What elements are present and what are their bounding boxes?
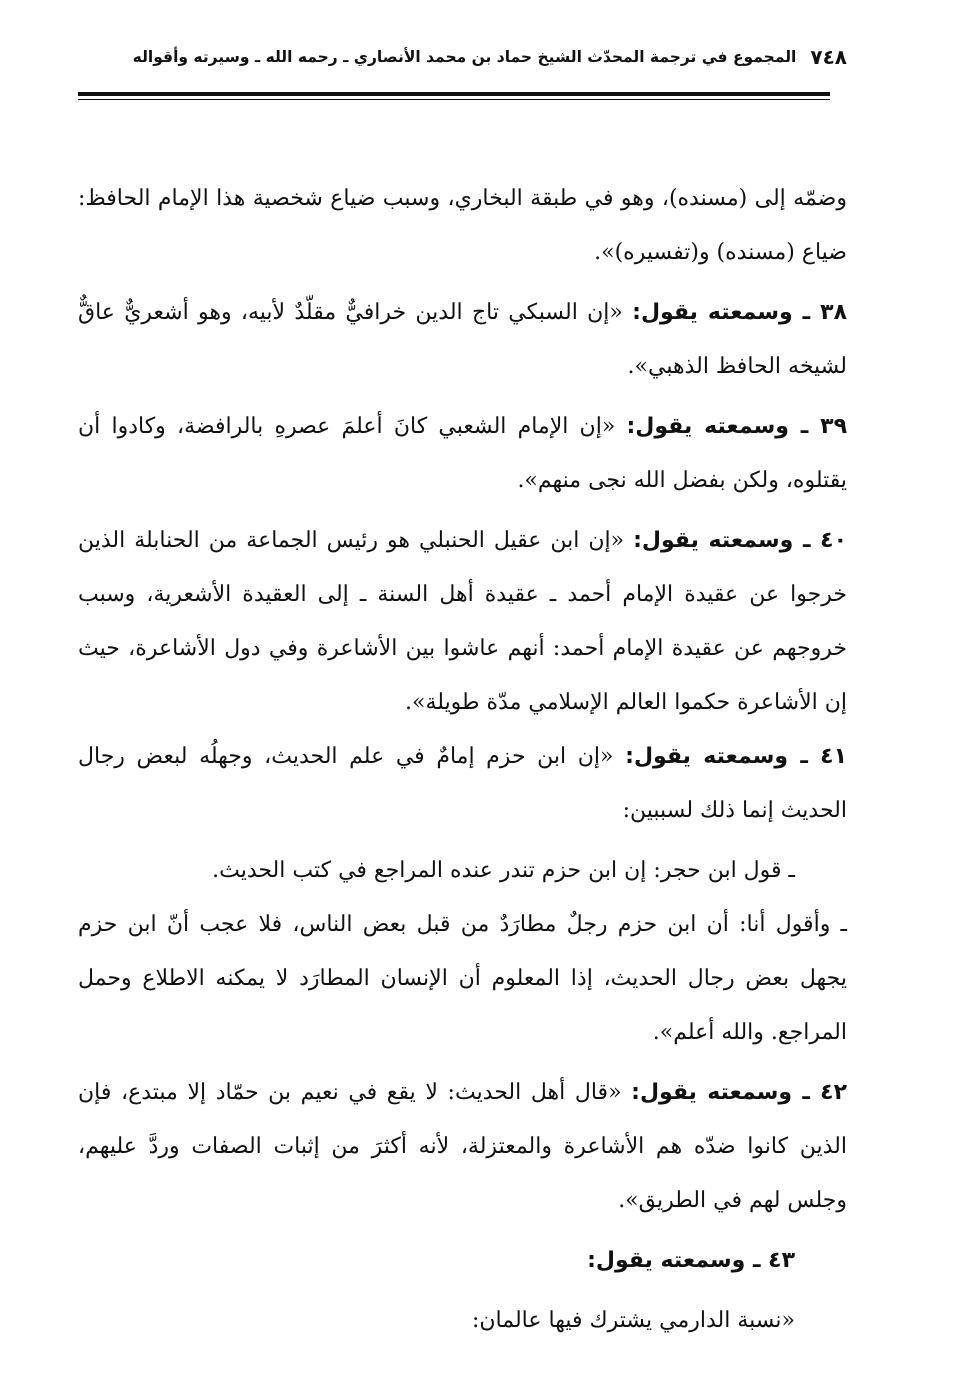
item-38-text: «إن السبكي تاج الدين خرافيٌّ مقلّدٌ لأبيه، وهو أشعريٌّ عاقٌّ لشيخه الحافظ الذهبي». (78, 300, 847, 379)
item-42-lead: ٤٢ ـ وسمعته يقول: (631, 1080, 847, 1105)
item-43 (78, 1234, 847, 1288)
item-38 (78, 286, 847, 394)
reason-2 (78, 898, 847, 1060)
closing-line (78, 1294, 847, 1348)
header-rule-thin (78, 99, 830, 100)
item-41 (78, 730, 847, 838)
header-title: المجموع في ترجمة المحدّث الشيخ حماد بن محمد الأنصاري ـ رحمه الله ـ وسيرته وأقواله (132, 48, 797, 66)
running-header (132, 40, 847, 74)
body-text (78, 172, 847, 1348)
item-41-lead: ٤١ ـ وسمعته يقول: (625, 744, 847, 769)
closing-text: «نسبة الدارمي يشترك فيها عالمان: (471, 1308, 795, 1333)
item-42-text: «قال أهل الحديث: لا يقع في نعيم بن حمّاد إلا مبتدع، فإن الذين كانوا ضدّه هم الأشاعرة والمعتزلة، لأنه أكثرَ من إثبات الصفات وردَّ عليهم، وجلس لهم في الطريق». (78, 1080, 847, 1213)
header-rule-thick (78, 92, 830, 96)
reason-2-text: ـ وأقول أنا: أن ابن حزم رجلٌ مطارَدٌ من قبل بعض الناس، فلا عجب أنّ ابن حزم يجهل بعض رجال الحديث، إذا المعلوم أن الإنسان المطارَد لا يمكنه الاطلاع وحمل المراجع. والله أعلم». (78, 912, 847, 1045)
item-38-lead: ٣٨ ـ وسمعته يقول: (632, 300, 847, 325)
item-40-text: «إن ابن عقيل الحنبلي هو رئيس الجماعة من الحنابلة الذين خرجوا عن عقيدة الإمام أحمد ـ عقيدة أهل السنة ـ إلى العقيدة الأشعرية، وسبب خروجهم عن عقيدة الإمام أحمد: أنهم عاشوا بين الأشاعرة وفي دول الأشاعرة، حيث إن الأشاعرة حكموا العالم الإسلامي مدّة طويلة». (78, 528, 847, 715)
item-42 (78, 1066, 847, 1228)
reason-1-text: ـ قول ابن حجر: إن ابن حزم تندر عنده المراجع في كتب الحديث. (212, 858, 795, 883)
item-39-lead: ٣٩ ـ وسمعته يقول: (626, 414, 847, 439)
item-40-lead: ٤٠ ـ وسمعته يقول: (633, 528, 847, 553)
item-41-text: «إن ابن حزم إمامٌ في علم الحديث، وجهلُه لبعض رجال الحديث إنما ذلك لسببين: (78, 744, 847, 823)
item-40 (78, 514, 847, 730)
item-39 (78, 400, 847, 508)
intro-paragraph (78, 172, 847, 280)
item-43-lead: ٤٣ ـ وسمعته يقول: (587, 1248, 795, 1273)
item-39-text: «إن الإمام الشعبي كانَ أعلمَ عصرهِ بالرافضة، وكادوا أن يقتلوه، ولكن بفضل الله نجى منهم». (78, 414, 847, 493)
reason-1 (78, 844, 847, 898)
page-number: ٧٤٨ (810, 45, 847, 69)
intro-text: وضمّه إلى (مسنده)، وهو في طبقة البخاري، وسبب ضياع شخصية هذا الإمام الحافظ: ضياع (مسنده) و(تفسيره)». (78, 186, 847, 265)
